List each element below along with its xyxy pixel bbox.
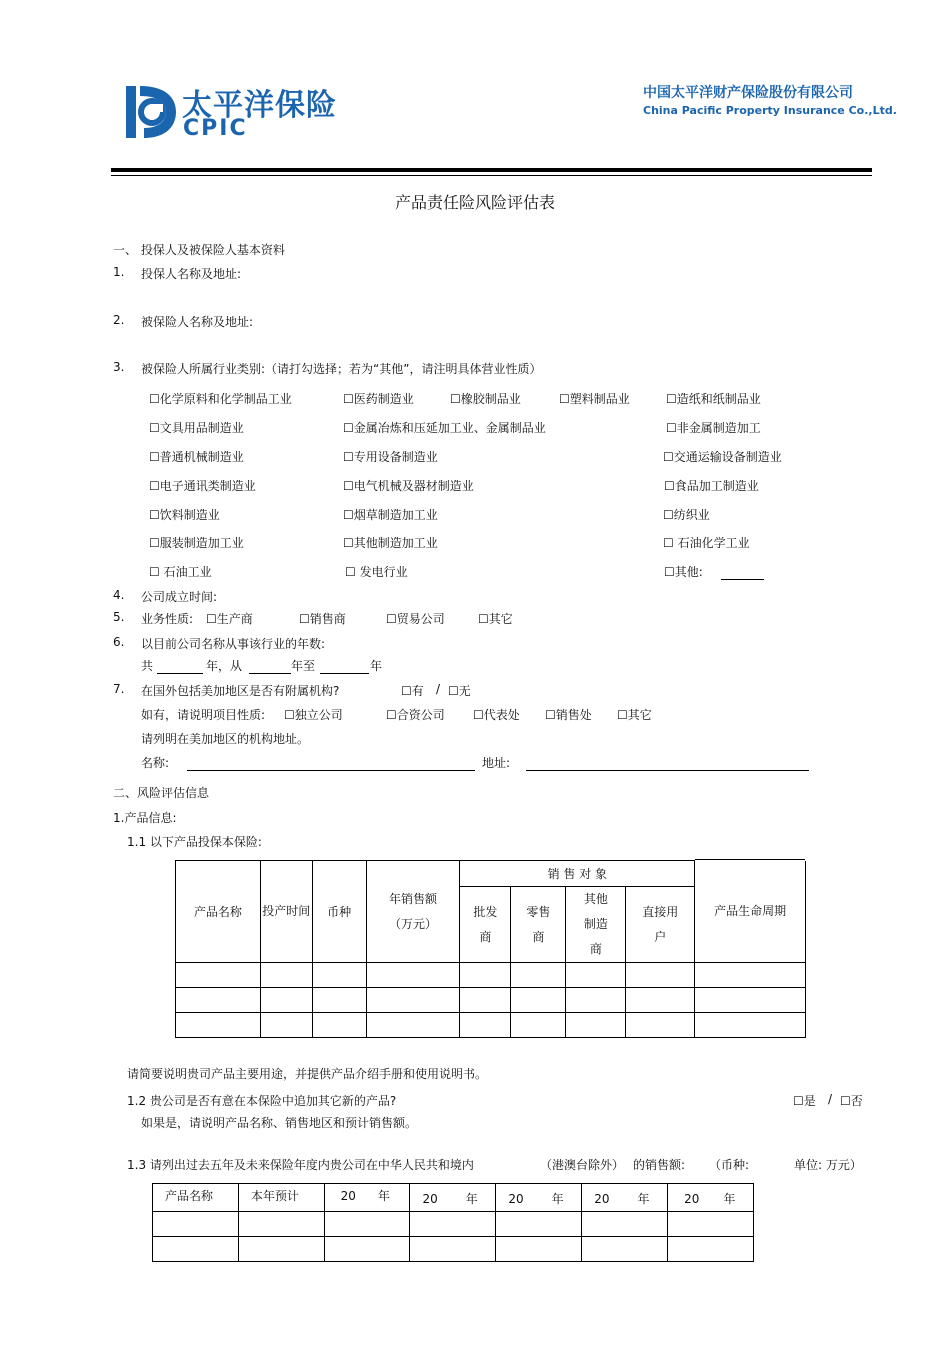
table-cell[interactable] xyxy=(176,963,261,988)
table-cell[interactable] xyxy=(626,963,695,988)
q7-yes-checkbox[interactable]: ☐有 xyxy=(401,684,424,698)
table-cell[interactable] xyxy=(153,1212,239,1237)
table-cell[interactable] xyxy=(695,988,806,1013)
industry-option[interactable]: ☐烟草制造加工业 xyxy=(343,508,438,522)
table-cell[interactable] xyxy=(566,963,626,988)
industry-option[interactable]: ☐交通运输设备制造业 xyxy=(663,450,782,464)
industry-option[interactable]: ☐食品加工制造业 xyxy=(664,479,759,493)
q4-label: 公司成立时间: xyxy=(141,590,218,604)
table-cell[interactable] xyxy=(260,963,312,988)
table-cell[interactable] xyxy=(582,1237,668,1262)
industry-option[interactable]: ☐金属冶炼和压延加工业、金属制品业 xyxy=(343,421,546,435)
table-row xyxy=(176,1013,806,1038)
year-suffix: 年 xyxy=(551,1192,564,1206)
industry-other-input[interactable] xyxy=(721,579,764,580)
q1-2-no-checkbox[interactable]: ☐否 xyxy=(840,1094,863,1108)
q3-number: 3. xyxy=(113,360,125,374)
header-rule-thin xyxy=(111,175,872,176)
q1-3-currency: （币种: xyxy=(709,1158,750,1172)
q7-number: 7. xyxy=(113,682,125,696)
industry-option[interactable]: ☐ 石油化学工业 xyxy=(663,536,750,550)
industry-option[interactable]: ☐造纸和纸制品业 xyxy=(666,392,761,406)
year-prefix: 20 xyxy=(422,1192,438,1206)
q6-word-year: 年 xyxy=(370,659,383,673)
q1-3-label: 1.3 请列出过去五年及未来保险年度内贵公司在中华人民共和境内 xyxy=(127,1158,474,1172)
year-suffix: 年 xyxy=(377,1189,390,1203)
business-option[interactable]: ☐生产商 xyxy=(206,612,253,626)
product-table xyxy=(175,860,806,1038)
q6-number: 6. xyxy=(113,635,125,649)
q1-2-yes-checkbox[interactable]: ☐是 xyxy=(793,1094,816,1108)
industry-option[interactable]: ☐电气机械及器材制造业 xyxy=(343,479,474,493)
address-input[interactable] xyxy=(526,770,809,771)
table-row xyxy=(153,1212,754,1237)
name-label: 名称: xyxy=(141,756,170,770)
q1-2-label: 1.2 贵公司是否有意在本保险中追加其它新的产品? xyxy=(127,1094,397,1108)
year-prefix: 20 xyxy=(594,1192,610,1206)
year-prefix: 20 xyxy=(340,1189,356,1203)
q5-number: 5. xyxy=(113,610,125,624)
industry-option[interactable]: ☐纺织业 xyxy=(663,508,710,522)
table-cell[interactable] xyxy=(312,988,366,1013)
industry-option[interactable]: ☐ 石油工业 xyxy=(149,565,212,579)
table-row xyxy=(176,988,806,1013)
q6-word-total: 共 xyxy=(141,659,154,673)
q6-word-from: 年，从 xyxy=(206,659,243,673)
q7-address-note: 请列明在美加地区的机构地址。 xyxy=(141,732,310,746)
table-cell[interactable] xyxy=(582,1212,668,1237)
table-cell[interactable] xyxy=(695,963,806,988)
table-cell[interactable] xyxy=(176,1013,261,1038)
col-header-lifecycle: 产品生命周期 xyxy=(695,861,806,963)
q6-word-to: 年至 xyxy=(291,659,316,673)
table-cell[interactable] xyxy=(566,988,626,1013)
years-total-input[interactable] xyxy=(157,673,203,674)
table-cell[interactable] xyxy=(460,963,511,988)
q1-3-unit: 单位: 万元） xyxy=(794,1158,862,1172)
col-header-start-time: 投产时间 xyxy=(260,861,312,963)
col-header-currency: 币种 xyxy=(312,861,366,963)
table-cell[interactable] xyxy=(511,1013,566,1038)
col-header-wholesaler: 批发商 xyxy=(460,887,511,963)
industry-option[interactable]: ☐专用设备制造业 xyxy=(343,450,438,464)
industry-option[interactable]: ☐饮料制造业 xyxy=(149,508,220,522)
industry-option[interactable]: ☐医药制造业 xyxy=(343,392,414,406)
table-cell[interactable] xyxy=(366,988,460,1013)
table-cell[interactable] xyxy=(626,988,695,1013)
table-cell[interactable] xyxy=(460,1013,511,1038)
affiliate-option[interactable]: ☐销售处 xyxy=(545,708,592,722)
cpic-logo-icon xyxy=(118,80,178,144)
table-cell[interactable] xyxy=(566,1013,626,1038)
table-cell[interactable] xyxy=(176,988,261,1013)
name-input[interactable] xyxy=(187,770,475,771)
table-cell[interactable] xyxy=(626,1013,695,1038)
col-group-header: 销 售 对 象 xyxy=(460,861,695,887)
business-option[interactable]: ☐贸易公司 xyxy=(386,612,445,626)
header-rule xyxy=(111,168,872,172)
table-row xyxy=(176,963,806,988)
table-cell[interactable] xyxy=(460,988,511,1013)
table-cell[interactable] xyxy=(312,963,366,988)
industry-option[interactable]: ☐ 发电行业 xyxy=(345,565,408,579)
q3-label: 被保险人所属行业类别:（请打勾选择；若为“其他”，请注明具体营业性质） xyxy=(141,362,542,376)
affiliate-option[interactable]: ☐代表处 xyxy=(473,708,520,722)
table-cell[interactable] xyxy=(260,1013,312,1038)
sales-table xyxy=(152,1183,754,1262)
usage-note: 请简要说明贵司产品主要用途，并提供产品介绍手册和使用说明书。 xyxy=(127,1067,488,1081)
year-to-input[interactable] xyxy=(320,673,369,674)
col-header-other-mfr: 其他制造商 xyxy=(566,887,626,963)
company-name-cn: 中国太平洋财产保险股份有限公司 xyxy=(643,85,853,101)
table-row xyxy=(153,1237,754,1262)
q4-number: 4. xyxy=(113,588,125,602)
section2-heading: 二、风险评估信息 xyxy=(113,786,210,800)
q1-3-exclusion: （港澳台除外） xyxy=(540,1158,625,1172)
sales-col-product: 产品名称 xyxy=(153,1184,239,1212)
year-prefix: 20 xyxy=(684,1192,700,1206)
industry-option[interactable]: ☐其他制造加工业 xyxy=(343,536,438,550)
industry-option[interactable]: ☐非金属制造加工 xyxy=(666,421,761,435)
year-prefix: 20 xyxy=(508,1192,524,1206)
sales-col-year xyxy=(582,1184,668,1212)
col-header-annual-sales: 年销售额（万元） xyxy=(366,861,460,963)
brand-name-en: CPIC xyxy=(183,116,248,141)
sales-col-year xyxy=(324,1184,410,1212)
year-suffix: 年 xyxy=(637,1192,650,1206)
address-label: 地址: xyxy=(482,756,511,770)
col-header-product: 产品名称 xyxy=(176,861,261,963)
table-cell[interactable] xyxy=(324,1212,410,1237)
table-cell[interactable] xyxy=(511,988,566,1013)
industry-option[interactable]: ☐塑料制品业 xyxy=(559,392,630,406)
q1-number: 1. xyxy=(113,265,125,279)
affiliate-option[interactable]: ☐合资公司 xyxy=(386,708,445,722)
year-suffix: 年 xyxy=(465,1192,478,1206)
table-cell[interactable] xyxy=(410,1212,496,1237)
industry-option[interactable]: ☐文具用品制造业 xyxy=(149,421,244,435)
q6-label: 以目前公司名称从事该行业的年数: xyxy=(141,637,326,651)
table-cell[interactable] xyxy=(496,1212,582,1237)
col-header-end-user: 直接用户 xyxy=(626,887,695,963)
q2-number: 2. xyxy=(113,313,125,327)
industry-option[interactable]: ☐普通机械制造业 xyxy=(149,450,244,464)
table-cell[interactable] xyxy=(668,1237,754,1262)
q5-label: 业务性质: xyxy=(141,612,194,626)
year-from-input[interactable] xyxy=(249,673,291,674)
sales-col-this-year: 本年预计 xyxy=(238,1184,324,1212)
q1-3-sales: 的销售额: xyxy=(633,1158,686,1172)
q7-separator: / xyxy=(436,682,441,696)
section1-heading: 一、 投保人及被保险人基本资料 xyxy=(113,243,285,257)
q2-label: 被保险人名称及地址: xyxy=(141,315,254,329)
affiliate-option[interactable]: ☐独立公司 xyxy=(284,708,343,722)
table-cell[interactable] xyxy=(366,963,460,988)
table-cell[interactable] xyxy=(238,1212,324,1237)
business-option[interactable]: ☐销售商 xyxy=(299,612,346,626)
table-cell[interactable] xyxy=(153,1237,239,1262)
product-table-caption: 1.1 以下产品投保本保险: xyxy=(127,835,262,849)
table-cell[interactable] xyxy=(324,1237,410,1262)
table-cell[interactable] xyxy=(260,988,312,1013)
page-title: 产品责任险风险评估表 xyxy=(394,193,555,212)
sales-col-year xyxy=(668,1184,754,1212)
q1-2-separator: / xyxy=(828,1092,833,1106)
industry-option[interactable]: ☐电子通讯类制造业 xyxy=(149,479,256,493)
sales-col-year xyxy=(496,1184,582,1212)
table-cell[interactable] xyxy=(496,1237,582,1262)
affiliate-option[interactable]: ☐其它 xyxy=(617,708,652,722)
q7-no-checkbox[interactable]: ☐无 xyxy=(448,684,471,698)
product-info-heading: 1.产品信息: xyxy=(113,811,177,825)
table-cell[interactable] xyxy=(668,1212,754,1237)
table-cell[interactable] xyxy=(312,1013,366,1038)
table-cell[interactable] xyxy=(366,1013,460,1038)
year-suffix: 年 xyxy=(723,1192,736,1206)
q1-2-note: 如果是，请说明产品名称、销售地区和预计销售额。 xyxy=(141,1116,418,1130)
q1-label: 投保人名称及地址: xyxy=(141,267,242,281)
table-cell[interactable] xyxy=(238,1237,324,1262)
q7-detail-label: 如有，请说明项目性质: xyxy=(141,708,266,722)
business-option[interactable]: ☐其它 xyxy=(478,612,513,626)
q7-label: 在国外包括美加地区是否有附属机构? xyxy=(141,684,340,698)
industry-option[interactable]: ☐橡胶制品业 xyxy=(450,392,521,406)
table-cell[interactable] xyxy=(511,963,566,988)
company-name-en: China Pacific Property Insurance Co.,Ltd. xyxy=(643,104,897,117)
brand-name-cn: 太平洋保险 xyxy=(182,88,337,123)
table-cell[interactable] xyxy=(695,1013,806,1038)
table-cell[interactable] xyxy=(410,1237,496,1262)
industry-option[interactable]: ☐化学原料和化学制品工业 xyxy=(149,392,292,406)
industry-option[interactable]: ☐服装制造加工业 xyxy=(149,536,244,550)
industry-option-other[interactable]: ☐其他: xyxy=(664,565,703,579)
col-header-retailer: 零售商 xyxy=(511,887,566,963)
sales-col-year xyxy=(410,1184,496,1212)
